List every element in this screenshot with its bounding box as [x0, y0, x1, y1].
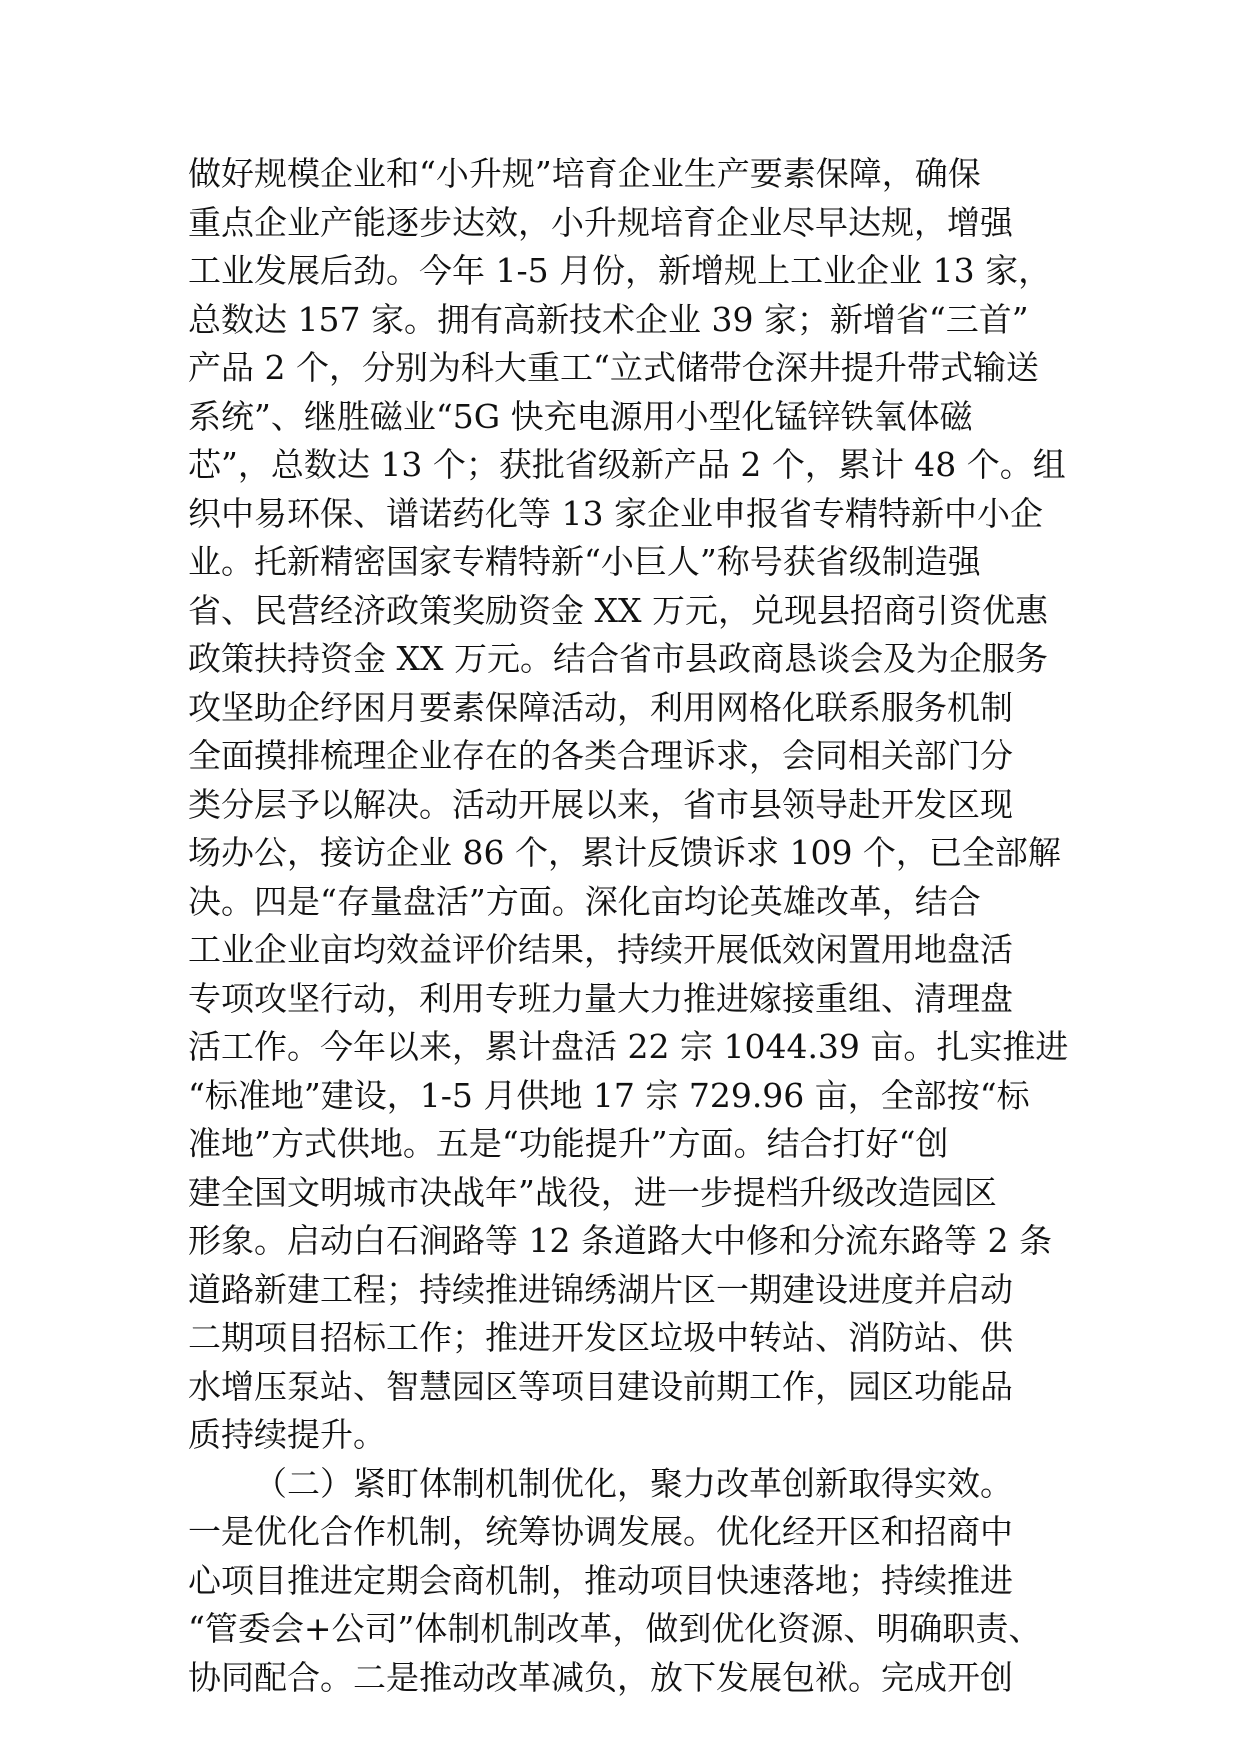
text-line: 专项攻坚行动，利用专班力量大力推进嫁接重组、清理盘 [188, 978, 1013, 1018]
text-line: 决。四是“存量盘活”方面。深化亩均论英雄改革，结合 [188, 881, 981, 921]
text-line: 场办公，接访企业 86 个，累计反馈诉求 109 个，已全部解 [188, 833, 1061, 872]
text-line: 道路新建工程；持续推进锦绣湖片区一期建设进度并启动 [188, 1269, 1013, 1309]
text-line: 总数达 157 家。拥有高新技术企业 39 家；新增省“三首” [188, 299, 1029, 339]
text-line: 产品 2 个，分别为科大重工“立式储带仓深井提升带式输送 [188, 348, 1039, 387]
document-body [188, 150, 1068, 1702]
text-line: 做好规模企业和“小升规”培育企业生产要素保障，确保 [188, 154, 981, 193]
text-line: 准地”方式供地。五是“功能提升”方面。结合打好“创 [188, 1124, 949, 1163]
text-line: 芯”，总数达 13 个；获批省级新产品 2 个，累计 48 个。组 [188, 445, 1066, 484]
section-heading: （二）紧盯体制机制优化，聚力改革创新取得实效。 [254, 1463, 1013, 1503]
paragraph-2 [188, 1460, 1068, 1703]
text-line: 织中易环保、谱诺药化等 13 家企业申报省专精特新中小企 [188, 493, 1043, 533]
text-line: 活工作。今年以来，累计盘活 22 宗 1044.39 亩。扎实推进 [188, 1027, 1069, 1066]
text-line: 心项目推进定期会商机制，推动项目快速落地；持续推进 [188, 1560, 1013, 1600]
text-line: 业。托新精密国家专精特新“小巨人”称号获省级制造强 [188, 542, 981, 581]
text-line: 形象。启动白石涧路等 12 条道路大中修和分流东路等 2 条 [188, 1221, 1052, 1260]
text-line: “标准地”建设，1-5 月供地 17 宗 729.96 亩，全部按“标 [188, 1075, 1030, 1115]
text-line: 类分层予以解决。活动开展以来，省市县领导赴开发区现 [188, 784, 1013, 824]
text-line: 建全国文明城市决战年”战役，进一步提档升级改造园区 [188, 1172, 997, 1212]
text-line: 省、民营经济政策奖励资金 XX 万元，兑现县招商引资优惠 [188, 590, 1048, 630]
text-line: 政策扶持资金 XX 万元。结合省市县政商恳谈会及为企服务 [188, 639, 1048, 678]
text-line: 全面摸排梳理企业存在的各类合理诉求，会同相关部门分 [188, 736, 1013, 775]
text-line: 工业发展后劲。今年 1-5 月份，新增规上工业企业 13 家， [188, 251, 1052, 290]
text-line: 重点企业产能逐步达效，小升规培育企业尽早达规，增强 [188, 202, 1013, 242]
text-line: “管委会+公司”体制机制改革，做到优化资源、明确职责、 [188, 1609, 1042, 1648]
text-line: 协同配合。二是推动改革减负，放下发展包袱。完成开创 [188, 1657, 1013, 1697]
paragraph-1 [188, 150, 1068, 1460]
text-line: 系统”、继胜磁业“5G 快充电源用小型化锰锌铁氧体磁 [188, 396, 973, 436]
text-line: 攻坚助企纾困月要素保障活动，利用网格化联系服务机制 [188, 687, 1013, 727]
text-line: 二期项目招标工作；推进开发区垃圾中转站、消防站、供 [188, 1318, 1013, 1357]
text-line: 水增压泵站、智慧园区等项目建设前期工作，园区功能品 [188, 1366, 1013, 1406]
text-line: 工业企业亩均效益评价结果，持续开展低效闲置用地盘活 [188, 930, 1013, 969]
text-line: 一是优化合作机制，统筹协调发展。优化经开区和招商中 [188, 1512, 1013, 1551]
text-line: 质持续提升。 [188, 1415, 386, 1454]
